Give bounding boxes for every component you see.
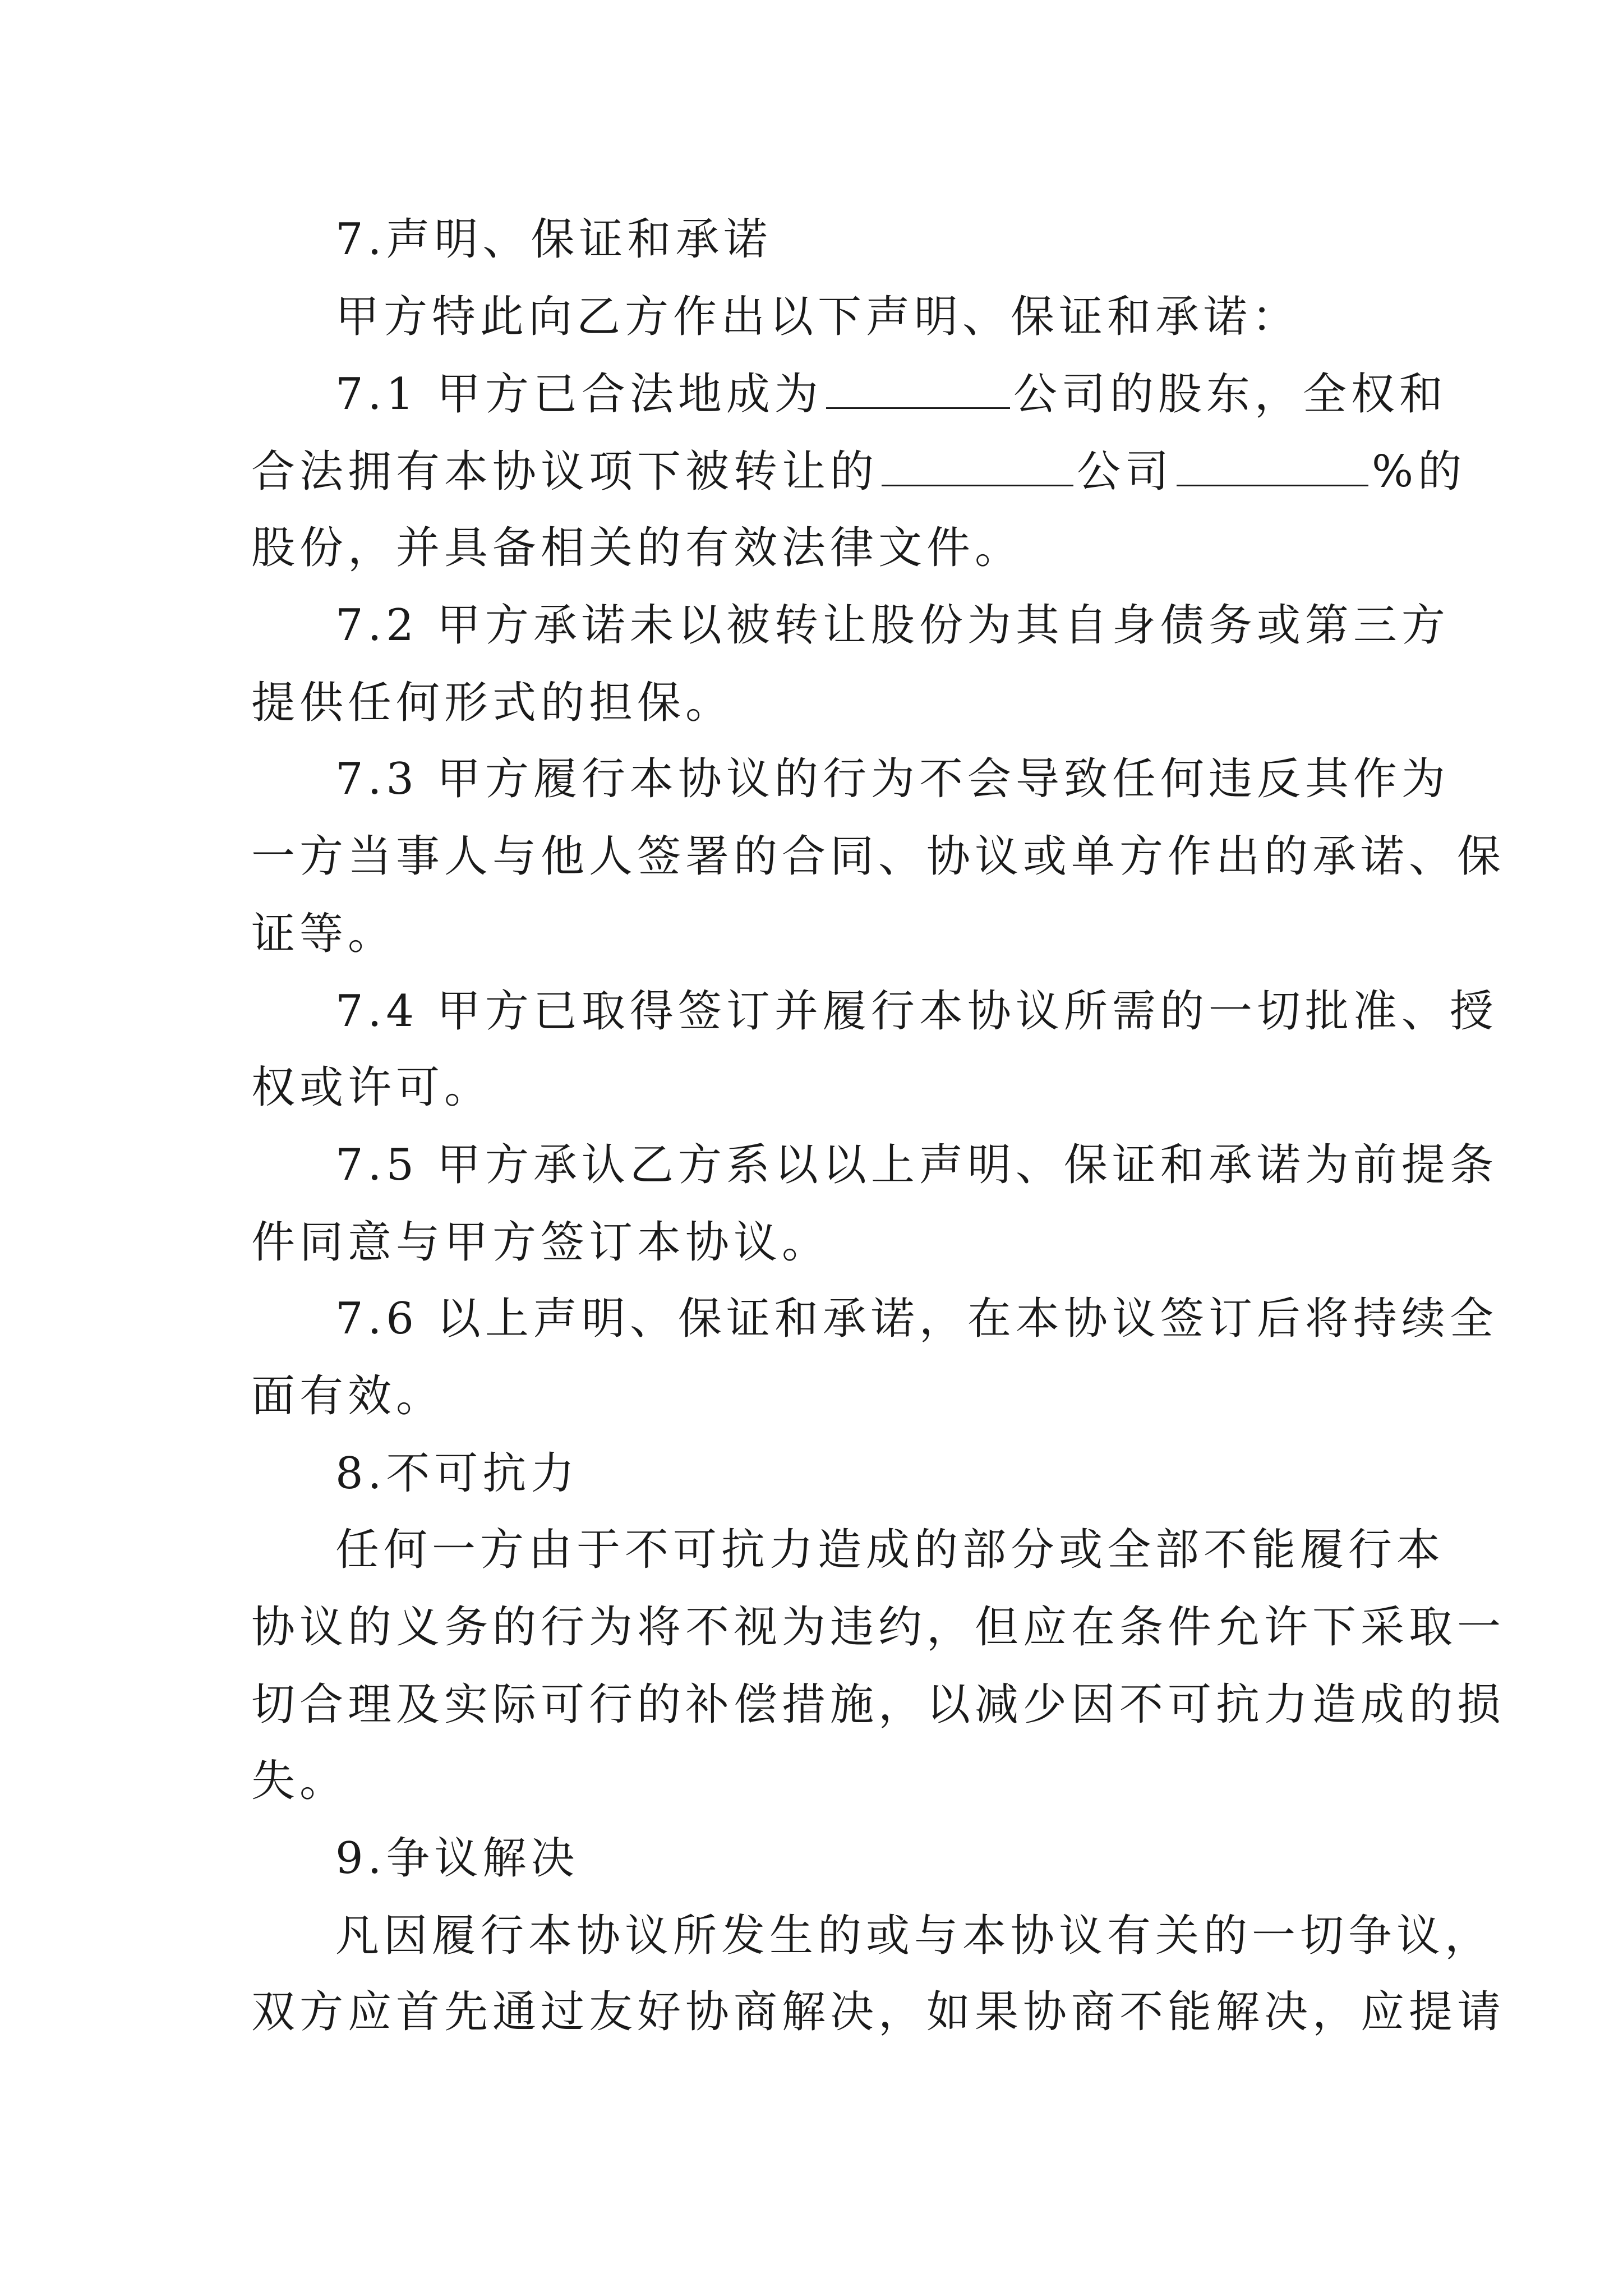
text-span: 7.1 甲方已合法地成为	[335, 369, 823, 420]
paragraph-line: 7.4 甲方已取得签订并履行本协议所需的一切批准、授	[335, 986, 1498, 1037]
paragraph-line: 任何一方由于不可抗力造成的部分或全部不能履行本	[335, 1525, 1445, 1575]
paragraph-line	[335, 292, 1384, 342]
paragraph-line: 凡因履行本协议所发生的或与本协议有关的一切争议，	[335, 1911, 1493, 1961]
paragraph-line	[251, 447, 1467, 497]
text-span: 合法拥有本协议项下被转让的	[251, 447, 879, 497]
share-percent-blank[interactable]	[1177, 450, 1368, 486]
text-span: 权或许可。	[251, 1062, 493, 1113]
paragraph-line: 双方应首先通过友好协商解决，如果协商不能解决，应提请	[251, 1987, 1506, 2037]
paragraph-line	[251, 678, 1384, 728]
paragraph-line	[251, 1756, 1384, 1806]
paragraph-line	[251, 909, 1384, 959]
paragraph-line	[251, 1062, 1384, 1113]
text-span: 失。	[251, 1756, 348, 1806]
section-9-heading	[335, 1833, 1384, 1884]
paragraph-line: 一方当事人与他人签署的合同、协议或单方作出的承诺、保	[251, 831, 1506, 882]
company-name-blank[interactable]	[882, 450, 1073, 486]
text-span: 件同意与甲方签订本协议。	[251, 1217, 831, 1268]
text-span: 公司的股东，全权和	[1013, 369, 1447, 420]
text-span: 甲方特此向乙方作出以下声明、保证和承诺：	[335, 292, 1301, 342]
paragraph-line	[335, 369, 1447, 420]
section-7-heading	[335, 214, 1384, 265]
paragraph-line	[251, 1371, 1384, 1421]
text-span: 7.声明、保证和承诺	[335, 214, 772, 265]
paragraph-line: 7.2 甲方承诺未以被转让股份为其自身债务或第三方	[335, 600, 1450, 651]
text-span: 8.不可抗力	[335, 1448, 579, 1499]
paragraph-line: 7.6 以上声明、保证和承诺，在本协议签订后将持续全	[335, 1294, 1498, 1344]
paragraph-line	[251, 1217, 1384, 1268]
text-span: 9.争议解决	[335, 1833, 579, 1884]
section-8-heading	[335, 1448, 1384, 1499]
text-span: 公司	[1077, 447, 1174, 497]
paragraph-line: 7.5 甲方承认乙方系以以上声明、保证和承诺为前提条	[335, 1140, 1498, 1190]
paragraph-line: 切合理及实际可行的补偿措施，以减少因不可抗力造成的损	[251, 1680, 1506, 1730]
company-name-blank[interactable]	[826, 372, 1010, 409]
text-span: %的	[1372, 447, 1467, 497]
text-span: 面有效。	[251, 1371, 445, 1421]
paragraph-line: 7.3 甲方履行本协议的行为不会导致任何违反其作为	[335, 754, 1450, 804]
paragraph-line	[251, 523, 1384, 573]
text-span: 股份，并具备相关的有效法律文件。	[251, 523, 1023, 573]
paragraph-line: 协议的义务的行为将不视为违约，但应在条件允许下采取一	[251, 1602, 1506, 1653]
text-span: 提供任何形式的担保。	[251, 678, 734, 728]
text-span: 证等。	[251, 909, 396, 959]
